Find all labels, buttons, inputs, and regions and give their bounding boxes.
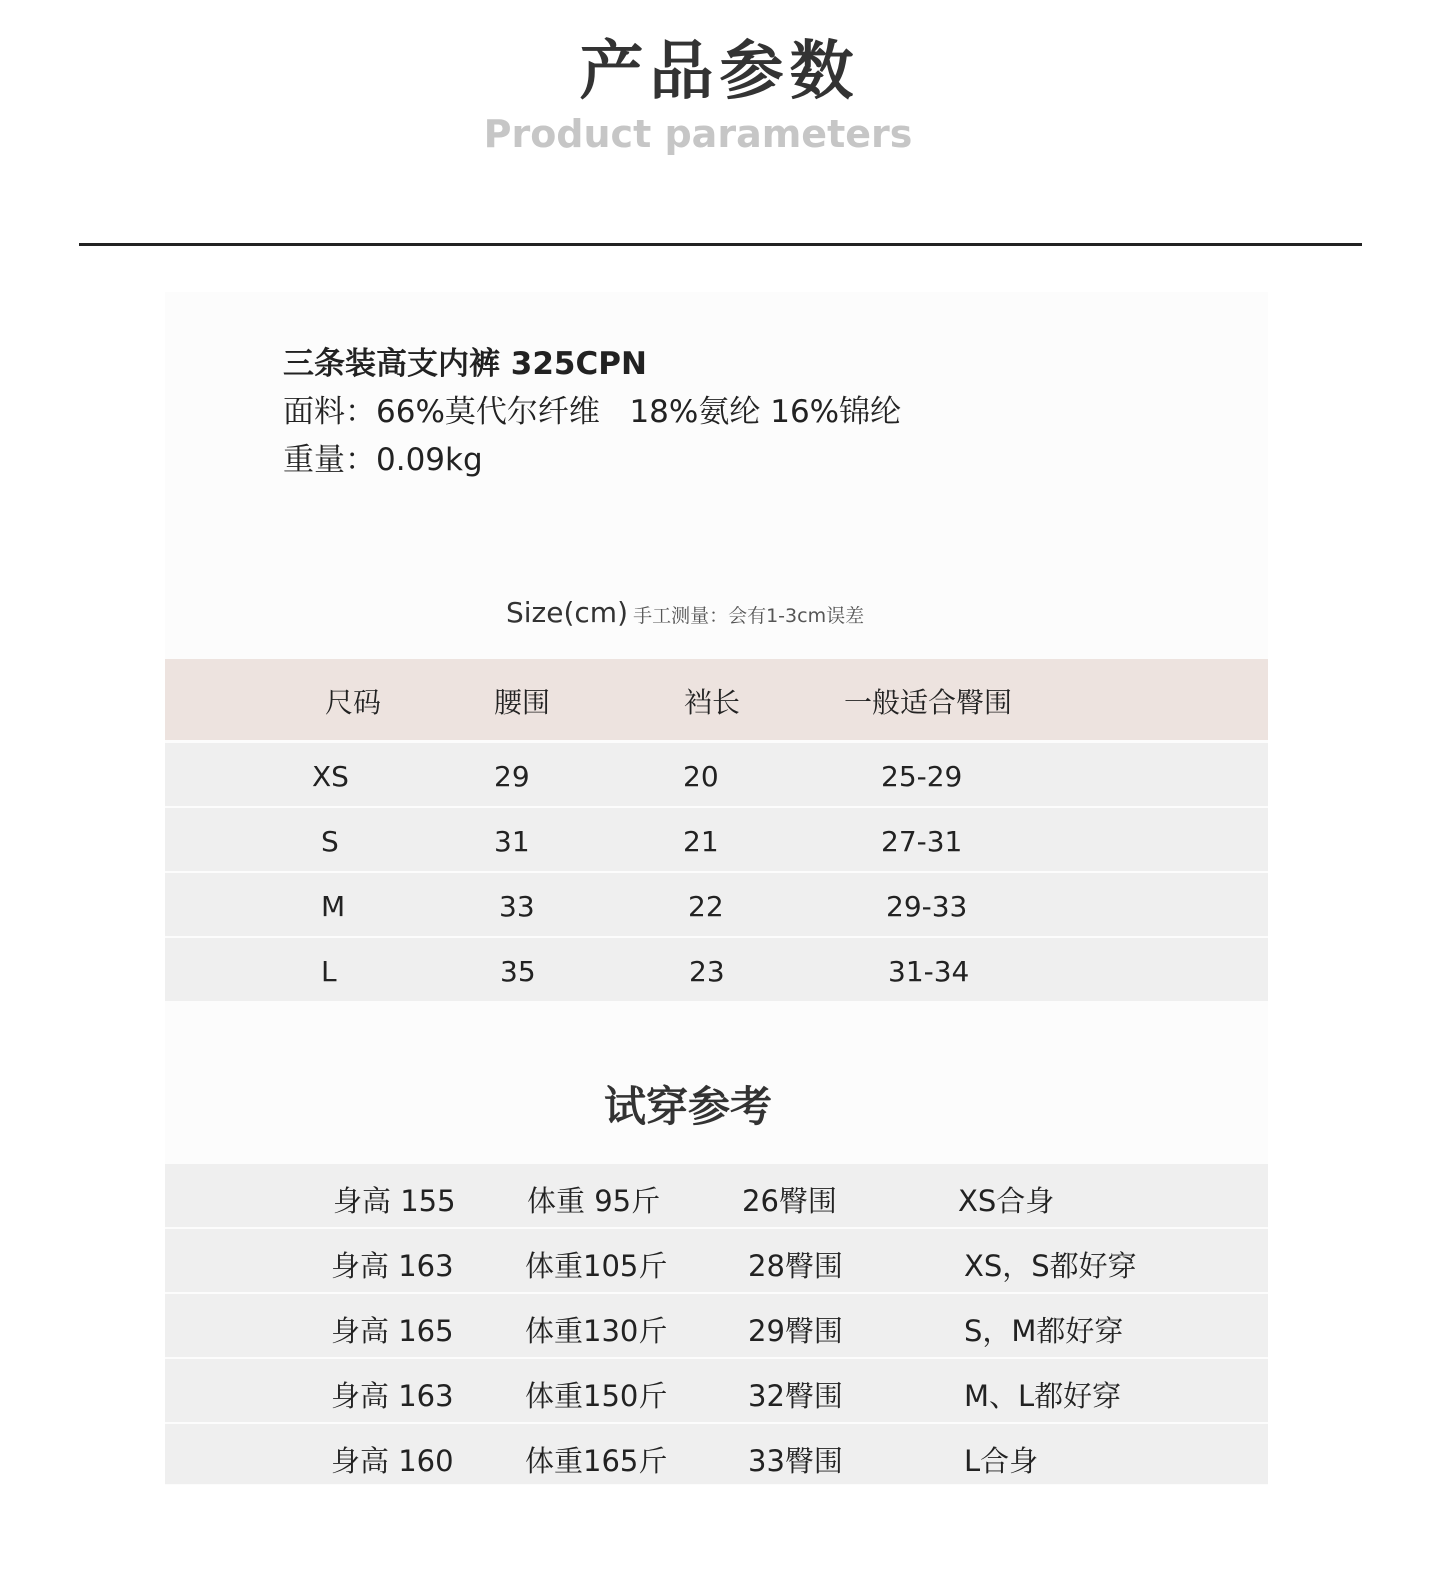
hip-cell: 31-34 xyxy=(888,955,970,988)
hip-cell: 33臀围 xyxy=(748,1444,843,1478)
product-weight: 重量：0.09kg xyxy=(283,442,483,478)
fit-cell: XS，S都好穿 xyxy=(964,1249,1137,1283)
waist-cell: 29 xyxy=(494,760,530,793)
size-cell: XS xyxy=(312,760,349,793)
weight-cell: 体重130斤 xyxy=(525,1314,668,1348)
fit-cell: XS合身 xyxy=(958,1184,1055,1218)
hip-cell: 27-31 xyxy=(881,825,963,858)
hip-cell: 29-33 xyxy=(886,890,968,923)
size-table-row xyxy=(165,743,1268,806)
hip-cell: 32臀围 xyxy=(748,1379,843,1413)
weight-cell: 体重150斤 xyxy=(525,1379,668,1413)
trial-title: 试穿参考 xyxy=(603,1082,772,1131)
header-rise: 裆长 xyxy=(684,686,741,719)
page-subtitle: Product parameters xyxy=(483,112,913,156)
trial-table-row xyxy=(165,1164,1268,1227)
rise-cell: 21 xyxy=(683,825,719,858)
size-cell: S xyxy=(321,825,339,858)
size-table-row xyxy=(165,873,1268,936)
weight-cell: 体重 95斤 xyxy=(527,1184,661,1218)
height-cell: 身高 160 xyxy=(331,1444,454,1478)
fit-cell: S，M都好穿 xyxy=(964,1314,1124,1348)
fit-cell: M、L都好穿 xyxy=(964,1379,1122,1413)
product-name: 三条装高支内裤 325CPN xyxy=(283,346,647,382)
height-cell: 身高 163 xyxy=(331,1379,454,1413)
size-table-row xyxy=(165,938,1268,1001)
rise-cell: 20 xyxy=(683,760,719,793)
trial-table-row xyxy=(165,1229,1268,1292)
waist-cell: 31 xyxy=(494,825,530,858)
weight-cell: 体重105斤 xyxy=(525,1249,668,1283)
header-hip: 一般适合臀围 xyxy=(844,686,1013,719)
hip-cell: 28臀围 xyxy=(748,1249,843,1283)
size-cell: M xyxy=(321,890,346,923)
rise-cell: 23 xyxy=(689,955,725,988)
size-caption-label: Size(cm) xyxy=(506,596,628,629)
size-caption xyxy=(506,596,864,629)
header-waist: 腰围 xyxy=(494,686,551,719)
fit-cell: L合身 xyxy=(964,1444,1039,1478)
hip-cell: 29臀围 xyxy=(748,1314,843,1348)
height-cell: 身高 165 xyxy=(331,1314,454,1348)
height-cell: 身高 163 xyxy=(331,1249,454,1283)
height-cell: 身高 155 xyxy=(333,1184,456,1218)
trial-table-row xyxy=(165,1359,1268,1422)
hip-cell: 26臀围 xyxy=(742,1184,837,1218)
trial-table-row xyxy=(165,1424,1268,1484)
product-fabric: 面料：66%莫代尔纤维 18%氨纶 16%锦纶 xyxy=(283,394,902,430)
hip-cell: 25-29 xyxy=(881,760,963,793)
header-size: 尺码 xyxy=(325,686,382,719)
waist-cell: 33 xyxy=(499,890,535,923)
size-table-row xyxy=(165,808,1268,871)
divider-line xyxy=(79,243,1362,246)
waist-cell: 35 xyxy=(500,955,536,988)
size-caption-note: 手工测量：会有1-3cm误差 xyxy=(633,605,865,627)
size-cell: L xyxy=(321,955,337,988)
size-table-header xyxy=(165,659,1268,740)
page-title: 产品参数 xyxy=(579,35,860,109)
trial-table-row xyxy=(165,1294,1268,1357)
rise-cell: 22 xyxy=(688,890,724,923)
weight-cell: 体重165斤 xyxy=(525,1444,668,1478)
